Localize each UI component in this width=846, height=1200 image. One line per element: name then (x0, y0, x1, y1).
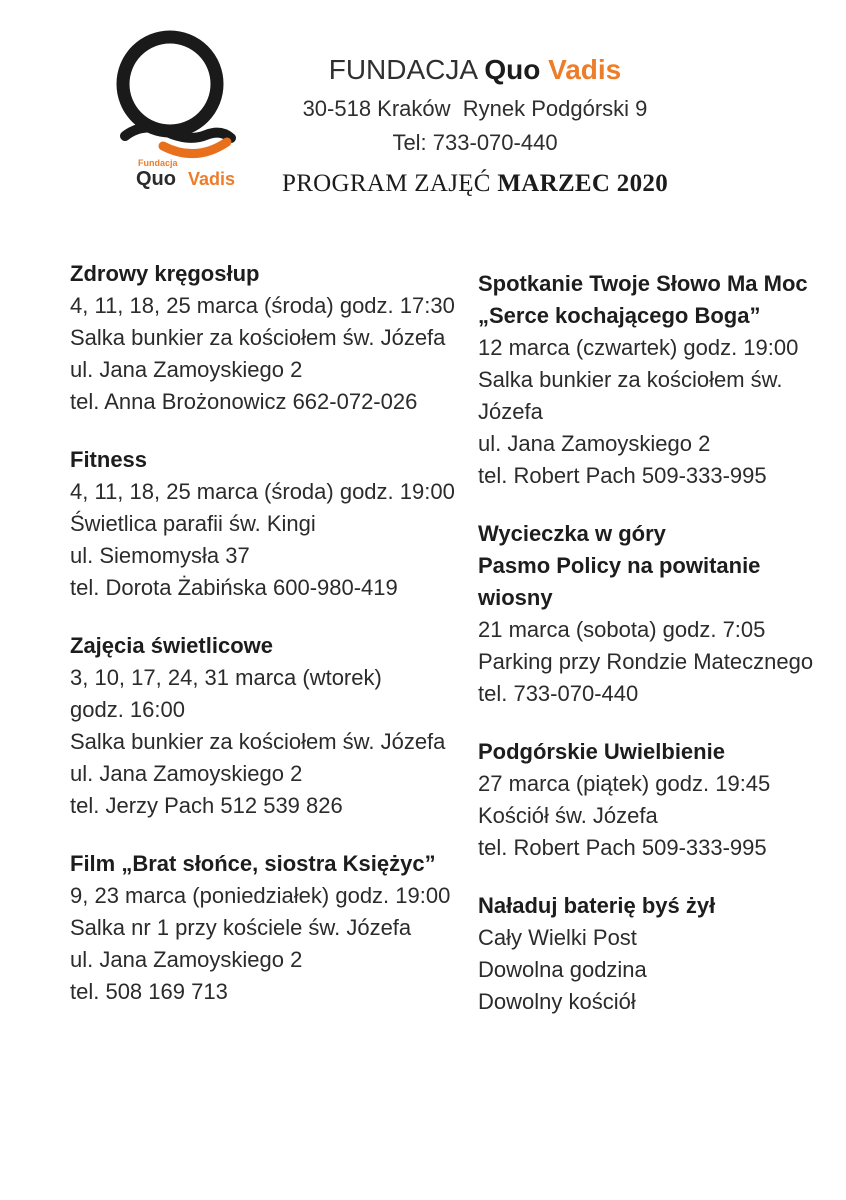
event-line: Salka bunkier za kościołem św. (478, 367, 783, 392)
logo-vadis-text: Vadis (188, 169, 236, 189)
logo-q-ring (123, 37, 217, 131)
program-title-month: MARZEC 2020 (497, 170, 669, 197)
event-section-naladuj-baterie (478, 890, 823, 1018)
event-line: 21 marca (sobota) godz. 7:05 (478, 617, 766, 642)
event-line: tel. 508 169 713 (70, 979, 228, 1004)
event-line: 3, 10, 17, 24, 31 marca (wtorek) (70, 665, 382, 690)
event-line: Józefa (478, 399, 543, 424)
logo-orange-swoosh (163, 142, 227, 154)
event-line: 4, 11, 18, 25 marca (środa) godz. 17:30 (70, 293, 455, 318)
event-line: tel. Robert Pach 509-333-995 (478, 463, 767, 488)
event-line: 27 marca (piątek) godz. 19:45 (478, 771, 771, 796)
org-name (230, 52, 720, 88)
event-title: Wycieczka w góry (478, 521, 666, 546)
org-name-quo: Quo (484, 54, 541, 85)
event-title: Zajęcia świetlicowe (70, 633, 273, 658)
org-name-vadis: Vadis (548, 54, 622, 85)
program-title (230, 168, 720, 200)
event-section-wycieczka-w-gory (478, 518, 823, 710)
event-section-fitness (70, 444, 470, 604)
event-line: ul. Siemomysła 37 (70, 543, 250, 568)
event-line: tel. Anna Brożonowicz 662-072-026 (70, 389, 418, 414)
event-title: Fitness (70, 447, 148, 472)
event-title-line-2: „Serce kochającego Boga” (478, 303, 761, 328)
event-line: Parking przy Rondzie Matecznego (478, 649, 814, 674)
header (230, 52, 720, 200)
event-line: Salka bunkier za kościołem św. Józefa (70, 729, 446, 754)
event-line: Salka nr 1 przy kościele św. Józefa (70, 915, 412, 940)
event-line: ul. Jana Zamoyskiego 2 (70, 357, 303, 382)
event-section-zdrowy-kregoslup (70, 258, 470, 418)
event-line: 4, 11, 18, 25 marca (środa) godz. 19:00 (70, 479, 455, 504)
logo-quo-text: Quo (136, 168, 176, 190)
org-name-prefix: FUNDACJA (328, 54, 477, 85)
org-address: 30-518 Kraków Rynek Podgórski 9 (302, 96, 648, 121)
event-title: Film „Brat słońce, siostra Księżyc” (70, 851, 436, 876)
event-line: 9, 23 marca (poniedziałek) godz. 19:00 (70, 883, 451, 908)
program-title-regular: PROGRAM ZAJĘĆ (281, 170, 491, 197)
event-title: Zdrowy kręgosłup (70, 261, 260, 286)
event-line: godz. 16:00 (70, 697, 185, 722)
event-title-line-2: Pasmo Policy na powitanie (478, 553, 761, 578)
event-line: tel. 733-070-440 (478, 681, 639, 706)
quo-vadis-logo (100, 22, 240, 192)
event-line: Świetlica parafii św. Kingi (70, 511, 316, 536)
event-title: Spotkanie Twoje Słowo Ma Moc (478, 271, 808, 296)
event-line: Dowolna godzina (478, 957, 647, 982)
event-section-spotkanie-twoje-slowo (478, 268, 823, 492)
event-title-line-3: wiosny (478, 585, 553, 610)
left-column (70, 258, 470, 1034)
event-line: ul. Jana Zamoyskiego 2 (70, 947, 303, 972)
event-line: tel. Robert Pach 509-333-995 (478, 835, 767, 860)
event-line: Kościół św. Józefa (478, 803, 658, 828)
event-line: Cały Wielki Post (478, 925, 637, 950)
event-line: ul. Jana Zamoyskiego 2 (478, 431, 711, 456)
event-line: Dowolny kościół (478, 989, 636, 1014)
logo-fundacja-text: Fundacja (138, 158, 178, 168)
event-title: Podgórskie Uwielbienie (478, 739, 725, 764)
event-line: tel. Jerzy Pach 512 539 826 (70, 793, 343, 818)
event-line: tel. Dorota Żabińska 600-980-419 (70, 575, 398, 600)
event-title: Naładuj baterię byś żył (478, 893, 716, 918)
quo-vadis-logo-graphic (100, 22, 240, 192)
event-line: 12 marca (czwartek) godz. 19:00 (478, 335, 799, 360)
event-line: ul. Jana Zamoyskiego 2 (70, 761, 303, 786)
event-section-podgorskie-uwielbienie (478, 736, 823, 864)
org-phone: Tel: 733-070-440 (392, 130, 558, 155)
event-section-film (70, 848, 470, 1008)
event-section-zajecia-swietlicowe (70, 630, 470, 822)
right-column (478, 268, 823, 1044)
event-line: Salka bunkier za kościołem św. Józefa (70, 325, 446, 350)
